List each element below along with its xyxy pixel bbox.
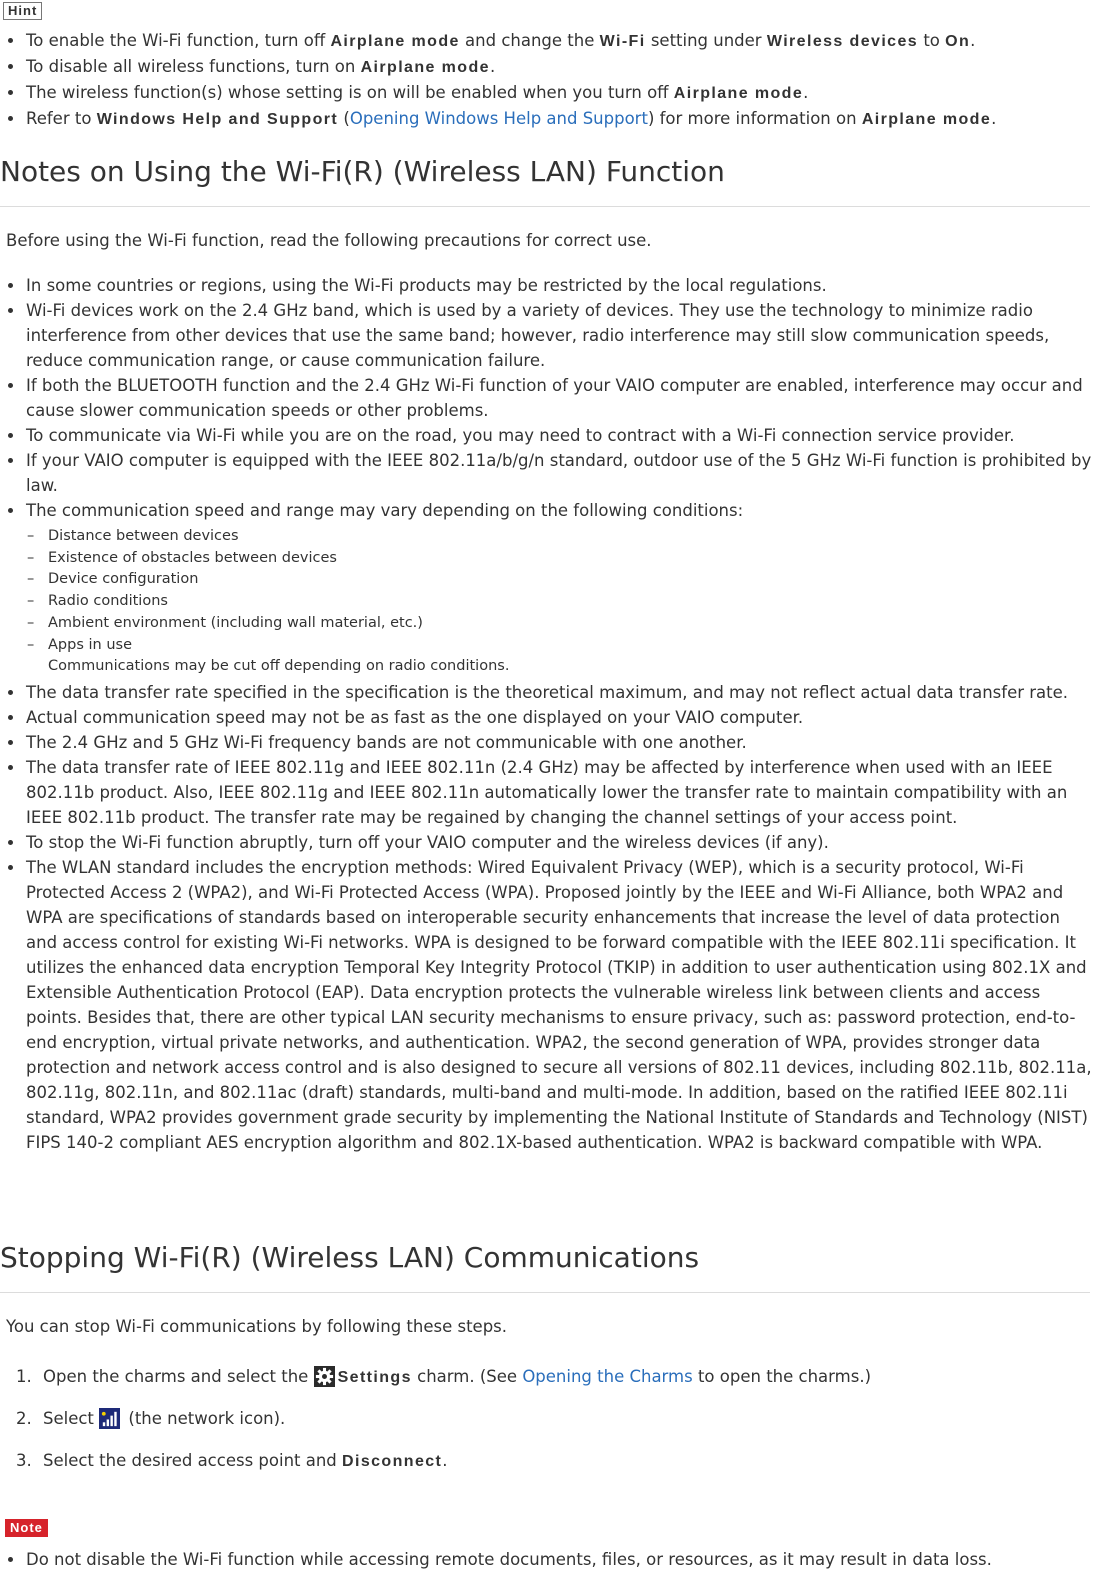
list-item: The WLAN standard includes the encryption methods: Wired Equivalent Privacy (WEP), which is a security protocol, Wi-Fi Protected Access 2 (WPA2), and Wi-Fi Protected Access (WPA). Proposed jointly by the IEEE and Wi-Fi Alliance, both WPA2 and WPA are specifications of standards based on interoperable security enhancements that increase the level of data protection and access control for existing Wi-Fi networks. WPA is designed to be forward compatible with the IEEE 802.11i specification. It utilizes the enhanced data encryption Temporal Key Integrity Protocol (TKIP) in addition to user authentication using 802.1X and Extensible Authentication Protocol (EAP). Data encryption protects the vulnerable wireless link between clients and access points. Besides that, there are other typical LAN security mechanisms to ensure privacy, such as: password protection, end-to-end encryption, virtual private networks, and authentication. WPA2, the second generation of WPA, provides stronger data protection and network access control and is also designed to secure all versions of 802.11 devices, including 802.11b, 802.11a, 802.11g, 802.11n, and 802.11ac (draft) standards, multi-band and multi-mode. In addition, based on the ratified IEEE 802.11i standard, WPA2 provides government grade security by implementing the National Institute of Standards and Technology (NIST) FIPS 140-2 compliant AES encryption algorithm and 802.1X-based authentication. WPA2 is backward compatible with WPA. [0, 855, 1092, 1155]
list-item: The communication speed and range may vary depending on the following conditions: – Distance between devices – Existence of obstacles between devices – Device configuration – Radio conditions – Ambient environment (including wall material, etc.) – Apps in use Communications may be cut off depending on radio conditions. [0, 498, 1092, 678]
steps-list [0, 1364, 1090, 1490]
stopping-intro: You can stop Wi-Fi communications by following these steps. [6, 1317, 508, 1336]
conditions-list [26, 526, 1092, 678]
link-opening-charms[interactable]: Opening the Charms [522, 1367, 693, 1386]
network-icon [99, 1408, 120, 1429]
stopping-section-title: Stopping Wi-Fi(R) (Wireless LAN) Communications [0, 1241, 700, 1274]
section-divider [0, 206, 1090, 207]
list-item: The data transfer rate of IEEE 802.11g and IEEE 802.11n (2.4 GHz) may be affected by interference when used with an IEEE 802.11b product. Also, IEEE 802.11g and IEEE 802.11n automatically lower the transfer rate to maintain compatibility with an IEEE 802.11b product. The transfer rate may be regained by changing the channel settings of your access point. [0, 755, 1092, 830]
list-item: If your VAIO computer is equipped with the IEEE 802.11a/b/g/n standard, outdoor use of the 5 GHz Wi-Fi function is prohibited by law. [0, 448, 1092, 498]
list-item: If both the BLUETOOTH function and the 2.4 GHz Wi-Fi function of your VAIO computer are enabled, interference may occur and cause slower communication speeds or other problems. [0, 373, 1092, 423]
condition-item: – Distance between devices [26, 526, 1092, 548]
condition-item: – Device configuration [26, 569, 1092, 591]
list-item: Wi-Fi devices work on the 2.4 GHz band, which is used by a variety of devices. They use the technology to minimize radio interference from other devices that use the same band; however, radio interference may still slow communication speeds, reduce communication range, or cause communication failure. [0, 298, 1092, 373]
list-item: The data transfer rate specified in the specification is the theoretical maximum, and may not reflect actual data transfer rate. [0, 680, 1092, 705]
step-item: 3. Select the desired access point and Disconnect. [0, 1448, 1090, 1490]
hint-item: Refer to Windows Help and Support (Opening Windows Help and Support) for more information on Airplane mode. [0, 106, 1092, 132]
notes-section-title: Notes on Using the Wi-Fi(R) (Wireless LAN) Function [0, 155, 725, 188]
condition-item: – Existence of obstacles between devices [26, 548, 1092, 570]
step-item: 2. Select (the network icon). [0, 1406, 1090, 1448]
list-item: In some countries or regions, using the Wi-Fi products may be restricted by the local regulations. [0, 273, 1092, 298]
list-item: Do not disable the Wi-Fi function while accessing remote documents, files, or resources, as it may result in data loss. [0, 1547, 1092, 1572]
notes-intro: Before using the Wi-Fi function, read the following precautions for correct use. [6, 231, 652, 250]
list-item: To stop the Wi-Fi function abruptly, turn off your VAIO computer and the wireless devices (if any). [0, 830, 1092, 855]
conditions-note: Communications may be cut off depending on radio conditions. [48, 658, 510, 675]
step-item: 1. Open the charms and select the Settings charm. (See Opening the Charms to open the charms.) [0, 1364, 1090, 1406]
list-item: Actual communication speed may not be as fast as the one displayed on your VAIO computer. [0, 705, 1092, 730]
list-item: The 2.4 GHz and 5 GHz Wi-Fi frequency bands are not communicable with one another. [0, 730, 1092, 755]
link-opening-windows-help[interactable]: Opening Windows Help and Support [349, 109, 648, 128]
hint-list [0, 28, 1092, 132]
note-tag: Note [5, 1519, 48, 1537]
note-list [0, 1547, 1092, 1572]
section-divider [0, 1292, 1090, 1293]
condition-item: – Apps in use Communications may be cut off depending on radio conditions. [26, 635, 1092, 678]
notes-list [0, 273, 1092, 1155]
settings-gear-icon [314, 1366, 335, 1387]
step-number: 1. [16, 1367, 32, 1386]
list-item: To communicate via Wi-Fi while you are on the road, you may need to contract with a Wi-Fi connection service provider. [0, 423, 1092, 448]
hint-item: To enable the Wi-Fi function, turn off Airplane mode and change the Wi-Fi setting under Wireless devices to On. [0, 28, 1092, 54]
hint-item: The wireless function(s) whose setting is on will be enabled when you turn off Airplane mode. [0, 80, 1092, 106]
step-number: 3. [16, 1451, 32, 1470]
step-number: 2. [16, 1409, 32, 1428]
hint-tag: Hint [3, 2, 42, 20]
condition-item: – Radio conditions [26, 591, 1092, 613]
hint-item: To disable all wireless functions, turn on Airplane mode. [0, 54, 1092, 80]
condition-item: – Ambient environment (including wall material, etc.) [26, 613, 1092, 635]
